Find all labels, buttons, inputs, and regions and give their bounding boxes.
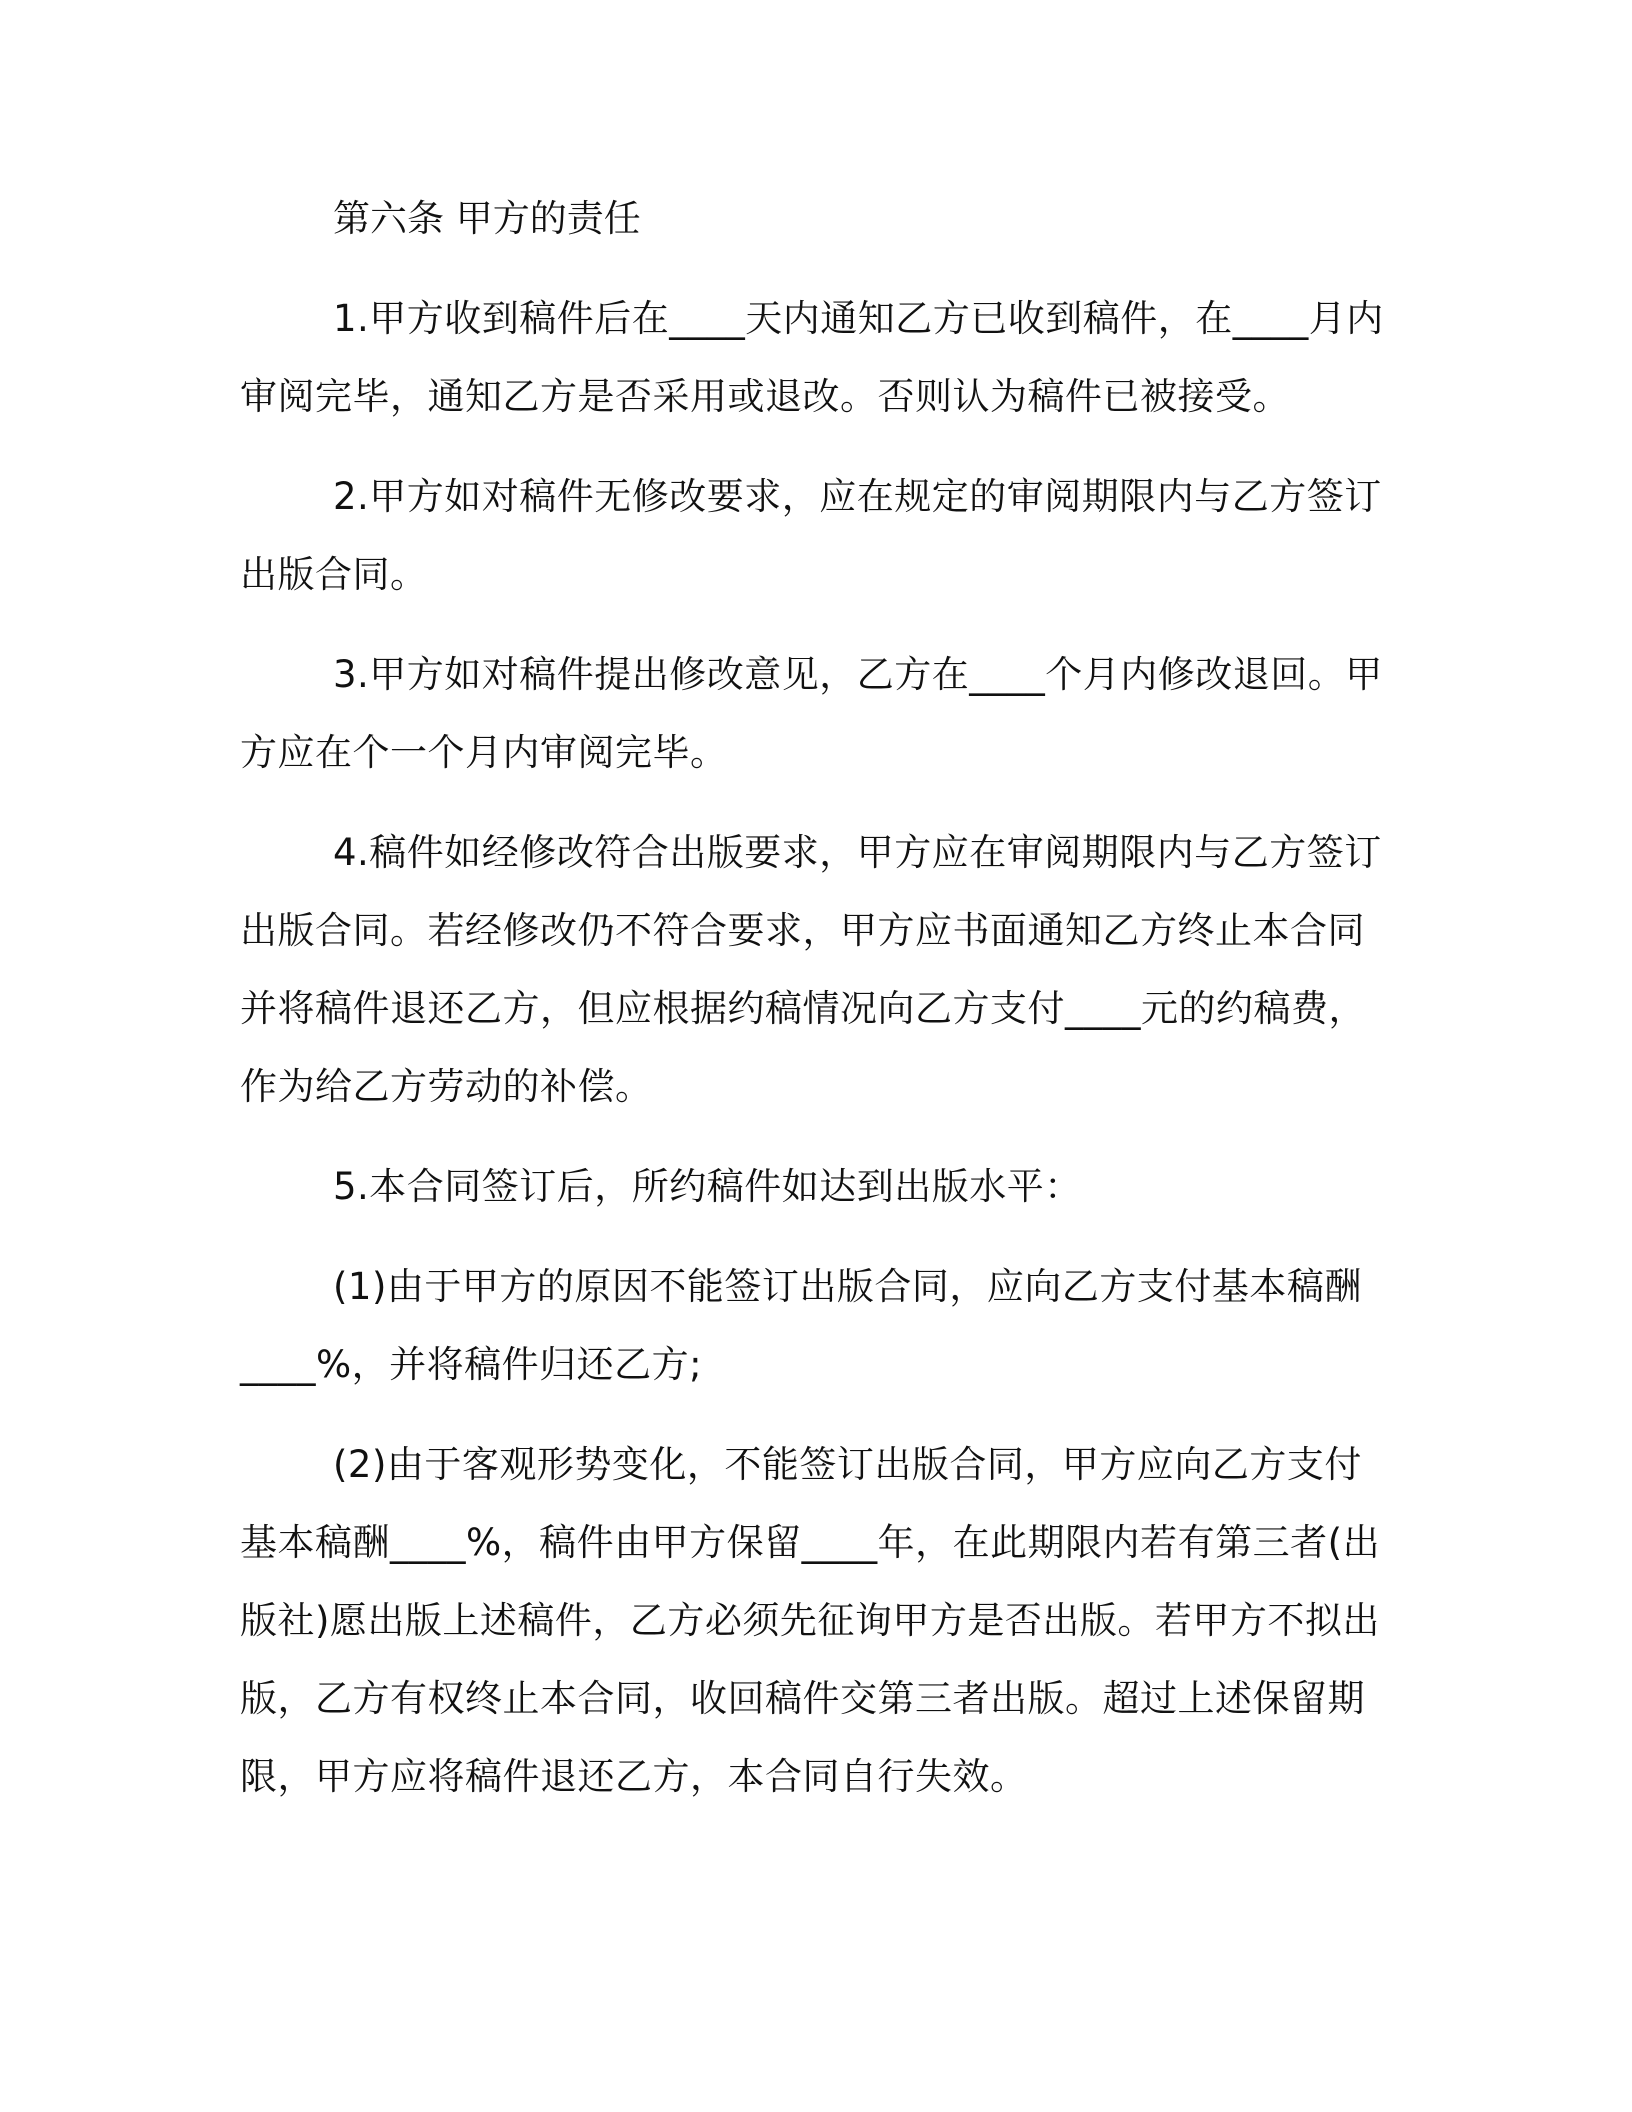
clause-paragraph-2: 2.甲方如对稿件无修改要求，应在规定的审阅期限内与乙方签订出版合同。 bbox=[240, 475, 1382, 596]
document-body bbox=[240, 180, 1390, 1838]
clause-subparagraph-5-2: (2)由于客观形势变化，不能签订出版合同，甲方应向乙方支付基本稿酬____%，稿件由甲方保留____年，在此期限内若有第三者(出版社)愿出版上述稿件，乙方必须先征询甲方是否出版。若甲方不拟出版，乙方有权终止本合同，收回稿件交第三者出版。超过上述保留期限，甲方应将稿件退还乙方，本合同自行失效。 bbox=[240, 1443, 1381, 1798]
clause-subparagraph-5-1: (1)由于甲方的原因不能签订出版合同，应向乙方支付基本稿酬____%，并将稿件归还乙方; bbox=[240, 1265, 1362, 1386]
article-heading: 第六条 甲方的责任 bbox=[333, 197, 641, 240]
clause-paragraph-1: 1.甲方收到稿件后在____天内通知乙方已收到稿件，在____月内审阅完毕，通知乙方是否采用或退改。否则认为稿件已被接受。 bbox=[240, 297, 1384, 418]
clause-paragraph-3: 3.甲方如对稿件提出修改意见，乙方在____个月内修改退回。甲方应在个一个月内审阅完毕。 bbox=[240, 653, 1383, 774]
clause-paragraph-4: 4.稿件如经修改符合出版要求，甲方应在审阅期限内与乙方签订出版合同。若经修改仍不符合要求，甲方应书面通知乙方终止本合同并将稿件退还乙方，但应根据约稿情况向乙方支付____元的约稿费，作为给乙方劳动的补偿。 bbox=[240, 831, 1382, 1108]
clause-paragraph-5: 5.本合同签订后，所约稿件如达到出版水平： bbox=[333, 1165, 1082, 1208]
